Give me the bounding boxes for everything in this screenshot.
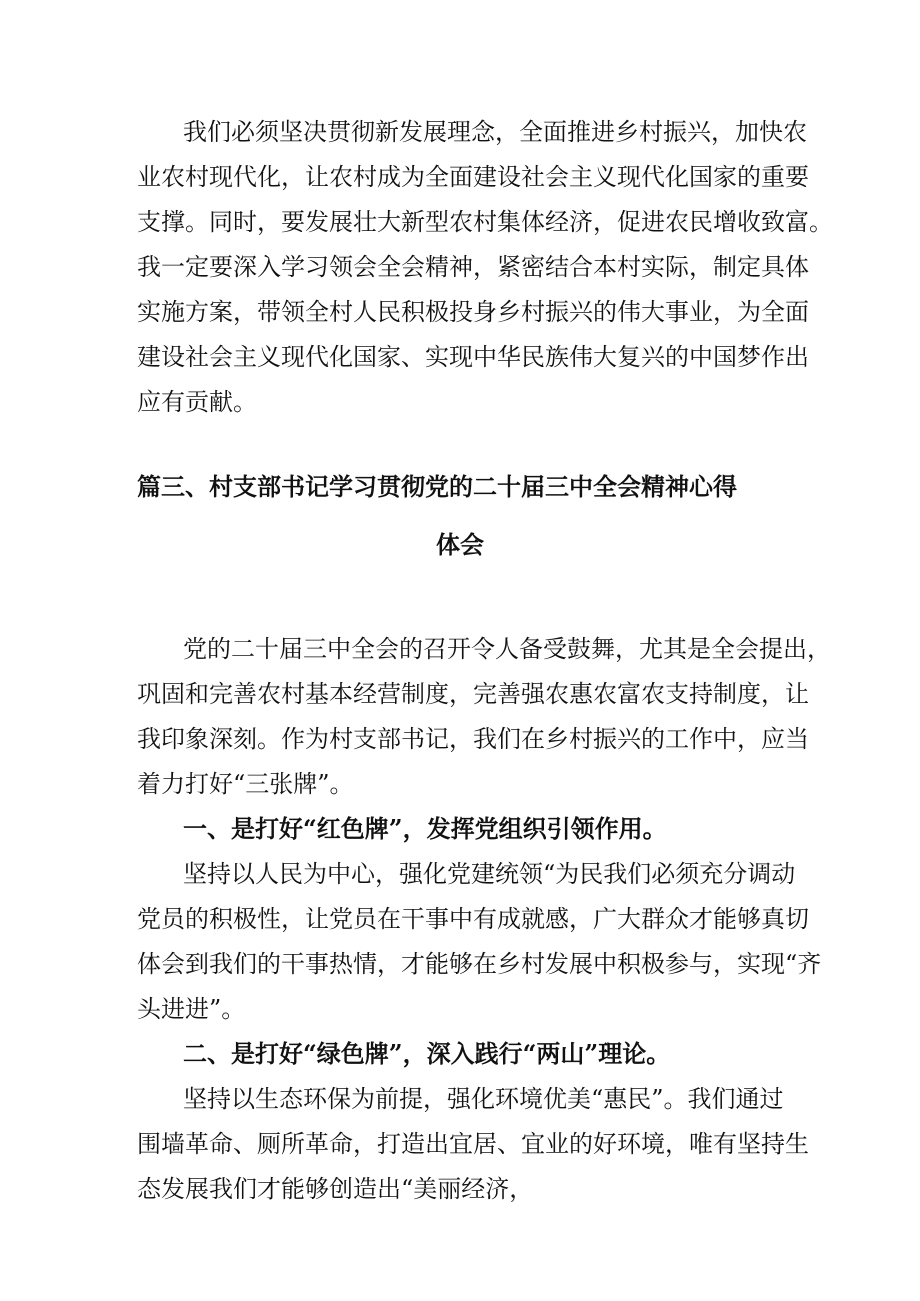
paragraph-1-line-1: 我们必须坚决贯彻新发展理念，全面推进乡村振兴，加快农: [183, 118, 807, 146]
paragraph-2-line-2: 巩固和完善农村基本经营制度，完善强农惠农富农支持制度，让: [137, 680, 809, 708]
paragraph-2-line-1: 党的二十届三中全会的召开令人备受鼓舞，尤其是全会提出，: [183, 635, 831, 663]
paragraph-3-line-3: 体会到我们的干事热情，才能够在乡村发展中积极参与，实现“齐: [137, 950, 822, 978]
heading-red-card: 一、是打好“红色牌”，发挥党组织引领作用。: [183, 814, 667, 843]
paragraph-1-line-5: 实施方案，带领全村人民积极投身乡村振兴的伟大事业，为全面: [137, 298, 809, 326]
paragraph-1-line-2: 业农村现代化，让农村成为全面建设社会主义现代化国家的重要: [137, 163, 809, 191]
paragraph-1-line-6: 建设社会主义现代化国家、实现中华民族伟大复兴的中国梦作出: [137, 343, 809, 371]
paragraph-3-line-1: 坚持以人民为中心，强化党建统领“为民我们必须充分调动: [183, 860, 796, 888]
paragraph-1-line-4: 我一定要深入学习领会全会精神，紧密结合本村实际，制定具体: [137, 253, 809, 281]
paragraph-4-line-2: 围墙革命、厕所革命，打造出宜居、宜业的好环境，唯有坚持生: [137, 1130, 809, 1158]
paragraph-2-line-4: 着力打好“三张牌”。: [137, 770, 354, 798]
paragraph-1-line-3: 支撑。同时，要发展壮大新型农村集体经济，促进农民增收致富。: [137, 208, 833, 236]
paragraph-1-line-7: 应有贡献。: [137, 388, 257, 416]
paragraph-3-line-2: 党员的积极性，让党员在干事中有成就感，广大群众才能够真切: [137, 905, 809, 933]
section-title-line-2: 体会: [436, 530, 484, 559]
section-title-line-1: 篇三、村支部书记学习贯彻党的二十届三中全会精神心得: [137, 472, 737, 501]
paragraph-4-line-1: 坚持以生态环保为前提，强化环境优美“惠民”。我们通过: [183, 1085, 784, 1113]
heading-green-card: 二、是打好“绿色牌”，深入践行“两山”理论。: [183, 1039, 671, 1068]
paragraph-4-line-3: 态发展我们才能够创造出“美丽经济，: [137, 1175, 534, 1203]
paragraph-3-line-4: 头进进”。: [137, 995, 246, 1023]
paragraph-2-line-3: 我印象深刻。作为村支部书记，我们在乡村振兴的工作中，应当: [137, 725, 809, 753]
